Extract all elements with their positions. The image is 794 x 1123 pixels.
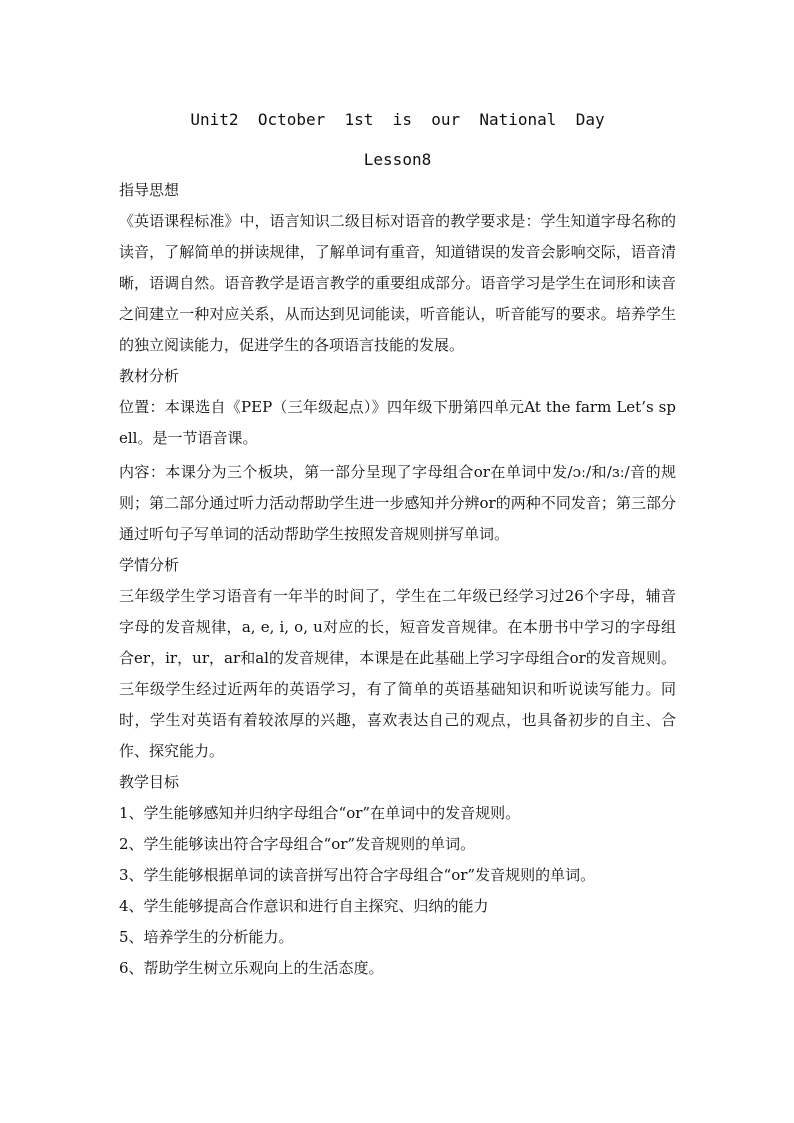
heading-objectives: 教学目标	[119, 773, 180, 791]
heading-guiding: 指导思想	[119, 181, 180, 199]
objective-item-4: 4、学生能够提高合作意识和进行自主探究、归纳的能力	[119, 897, 489, 915]
paragraph-guiding: 《英语课程标准》中，语言知识二级目标对语音的教学要求是：学生知道字母名称的读音，了解简单的拼读规律，了解单词有重音，知道错误的发音会影响交际，语音清晰，语调自然。语音教学是语言教学的重要组成部分。语音学习是学生在词形和读音之间建立一种对应关系，从而达到见词能读，听音能认，听音能写的要求。培养学生的独立阅读能力，促进学生的各项语言技能的发展。	[119, 212, 676, 354]
objective-item-2: 2、学生能够读出符合字母组合“or”发音规则的单词。	[119, 835, 476, 853]
document-body	[119, 104, 676, 984]
objective-item-3: 3、学生能够根据单词的读音拼写出符合字母组合“or”发音规则的单词。	[119, 866, 596, 884]
heading-students: 学情分析	[119, 556, 180, 574]
document-subtitle: Lesson8	[363, 150, 432, 169]
paragraph-students: 三年级学生学习语音有一年半的时间了，学生在二年级已经学习过26个字母，辅音字母的发音规律，a, e, i, o, u对应的长，短音发音规律。在本册书中学习的字母组合er，ir，ur，ar和al的发音规律，本课是在此基础上学习字母组合or的发音规则。 三年级学生经过近两年的英语学习，有了简单的英语基础知识和听说读写能力。同时，学生对英语有着较浓厚的兴趣，喜欢表达自己的观点，也具备初步的自主、合作、探究能力。	[119, 587, 676, 760]
paragraph-material-content: 内容：本课分为三个板块，第一部分呈现了字母组合or在单词中发/ɔː/和/ɜː/音的规则；第二部分通过听力活动帮助学生进一步感知并分辨or的两种不同发音；第三部分通过听句子写单词的活动帮助学生按照发音规则拼写单词。	[119, 463, 676, 543]
objective-item-6: 6、帮助学生树立乐观向上的生活态度。	[119, 959, 384, 977]
paragraph-material-position: 位置：本课选自《PEP（三年级起点）》四年级下册第四单元At the farm Let’s spell。是一节语音课。	[119, 398, 676, 447]
heading-material: 教材分析	[119, 367, 180, 385]
document-title: Unit2 October 1st is our National Day	[190, 110, 605, 129]
objective-item-1: 1、学生能够感知并归纳字母组合“or”在单词中的发音规则。	[119, 804, 521, 822]
objective-item-5: 5、培养学生的分析能力。	[119, 928, 294, 946]
